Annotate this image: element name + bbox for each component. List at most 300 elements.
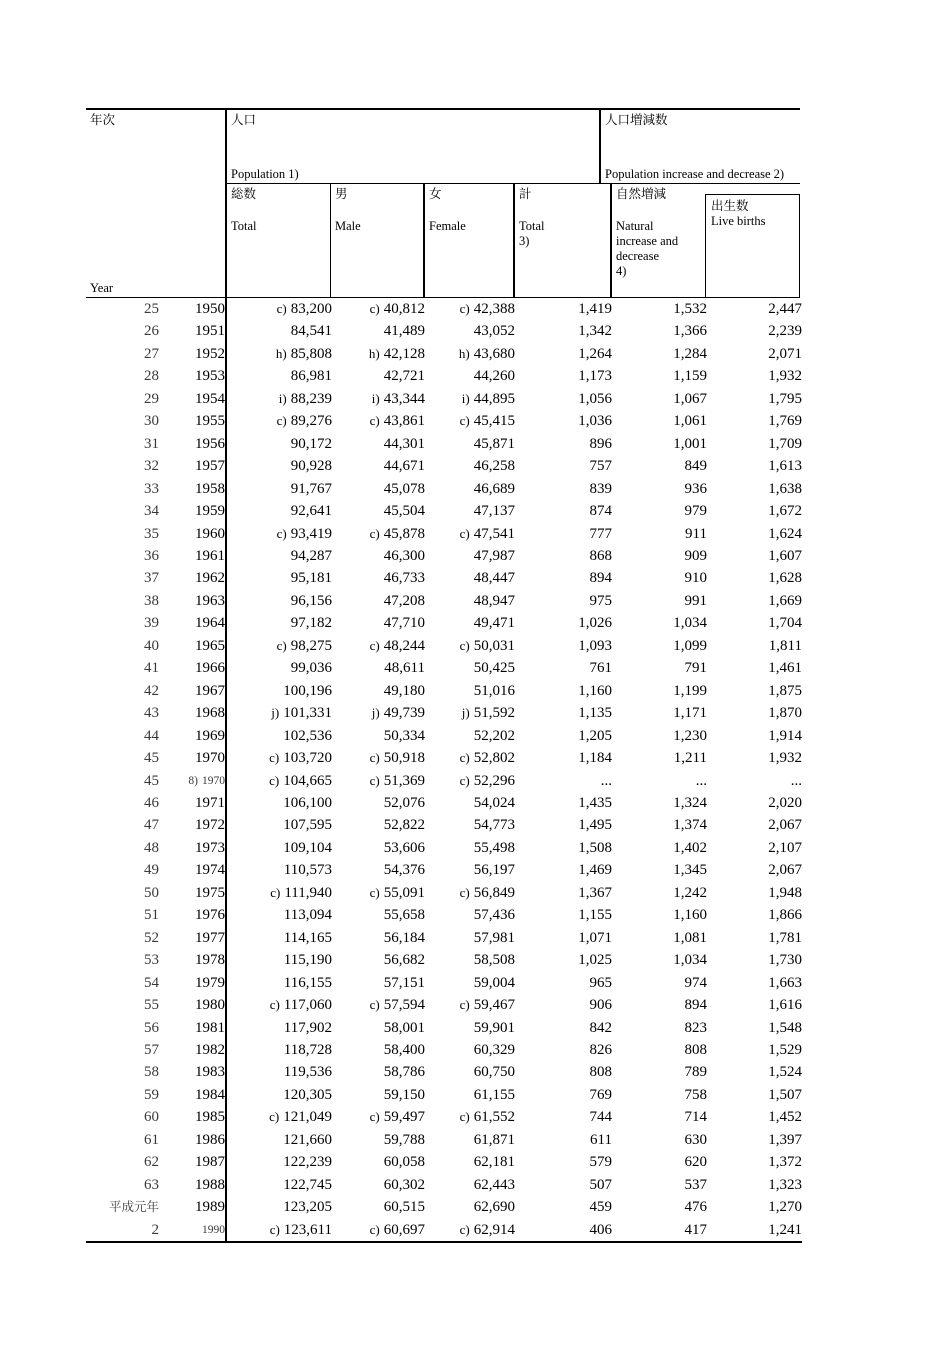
- cell-value: 1,607: [768, 547, 802, 564]
- cell-natural: [612, 433, 707, 455]
- cell-value: 1,173: [578, 368, 612, 385]
- cell-value: 102,536: [283, 727, 332, 744]
- cell-era-year: 46: [144, 794, 159, 811]
- cell-value: 537: [684, 1176, 707, 1193]
- cell-western-year-value: 1962: [195, 570, 225, 587]
- cell-footnote-flag: c): [369, 1109, 380, 1125]
- header-population-en: Population 1): [231, 167, 299, 181]
- table-row: [86, 702, 802, 724]
- cell-total: [226, 747, 332, 769]
- cell-value: 476: [684, 1199, 707, 1216]
- cell-total: [226, 949, 332, 971]
- cell-male: [332, 343, 425, 365]
- cell-value: 93,419: [290, 525, 332, 542]
- cell-female: [425, 365, 515, 387]
- cell-value: 1,205: [578, 727, 612, 744]
- cell-value: 46,300: [383, 547, 425, 564]
- cell-value: 1,264: [578, 345, 612, 362]
- cell-natural: [612, 478, 707, 500]
- cell-natural: [612, 882, 707, 904]
- cell-inc-total: [515, 657, 612, 679]
- cell-western-year: [159, 972, 226, 994]
- cell-male: [332, 1106, 425, 1128]
- cell-footnote-flag: c): [369, 301, 380, 316]
- cell-inc-total: [515, 365, 612, 387]
- cell-female: [425, 859, 515, 881]
- cell-value: 1,461: [768, 660, 802, 677]
- cell-western-year-value: 1972: [195, 817, 225, 834]
- cell-era-year: 31: [144, 435, 159, 452]
- cell-value: 90,928: [290, 458, 332, 475]
- statistics-table-sheet: [86, 108, 800, 1243]
- cell-western-year: [159, 612, 226, 634]
- cell-value: 1,495: [578, 817, 612, 834]
- cell-inc-total: [515, 1039, 612, 1061]
- cell-value: 1,366: [673, 323, 707, 340]
- cell-value: 579: [589, 1154, 612, 1171]
- cell-births: [707, 859, 802, 881]
- cell-value: 51,369: [383, 772, 425, 789]
- table-row: [86, 657, 802, 679]
- cell-male: [332, 882, 425, 904]
- cell-value: 1,071: [578, 929, 612, 946]
- cell-western-year-value: 1979: [195, 974, 225, 991]
- cell-footnote-flag: c): [369, 525, 380, 541]
- cell-value: 84,541: [290, 323, 332, 340]
- cell-value: 57,981: [473, 929, 515, 946]
- cell-male: [332, 792, 425, 814]
- table-row: [86, 1106, 802, 1128]
- cell-inc-total: [515, 1174, 612, 1196]
- cell-value: 53,606: [383, 839, 425, 856]
- table-row: [86, 725, 802, 747]
- cell-western-year-value: 1970: [202, 774, 225, 787]
- cell-western-year: [159, 410, 226, 432]
- cell-male: [332, 523, 425, 545]
- cell-footnote-flag: c): [459, 1221, 470, 1237]
- cell-inc-total: [515, 1151, 612, 1173]
- cell-era-year: 45: [144, 750, 159, 767]
- cell-value: 50,918: [383, 750, 425, 767]
- cell-value: 868: [589, 547, 612, 564]
- cell-value: 48,611: [384, 660, 425, 677]
- cell-value: 59,004: [473, 974, 515, 991]
- cell-value: 1,914: [768, 727, 802, 744]
- cell-male: [332, 455, 425, 477]
- cell-value: 40,812: [383, 301, 425, 317]
- cell-era-year: 55: [144, 997, 159, 1014]
- cell-value: 1,435: [578, 794, 612, 811]
- cell-western-year: [159, 343, 226, 365]
- cell-total: [226, 1017, 332, 1039]
- cell-western-year: [159, 545, 226, 567]
- cell-value: 1,372: [768, 1154, 802, 1171]
- cell-value: 611: [590, 1131, 612, 1148]
- cell-footnote-flag: c): [369, 997, 380, 1013]
- cell-footnote-flag: c): [459, 997, 470, 1013]
- cell-value: 1,932: [768, 368, 802, 385]
- cell-births: [707, 680, 802, 702]
- table-row: [86, 500, 802, 522]
- cell-western-year: [159, 994, 226, 1016]
- cell-inc-total: [515, 904, 612, 926]
- cell-value: 2,071: [768, 345, 802, 362]
- table-body: [86, 298, 802, 1242]
- cell-value: 51,592: [473, 705, 515, 722]
- cell-value: 44,301: [383, 435, 425, 452]
- cell-total: [226, 388, 332, 410]
- cell-footnote-flag: c): [276, 637, 287, 653]
- cell-births: [707, 612, 802, 634]
- cell-female: [425, 770, 515, 792]
- cell-western-year: [159, 320, 226, 342]
- cell-footnote-flag: j): [271, 705, 280, 721]
- cell-footnote-flag: h): [275, 345, 287, 361]
- cell-value: 965: [589, 974, 612, 991]
- cell-value: 42,721: [383, 368, 425, 385]
- cell-value: 48,947: [473, 592, 515, 609]
- cell-value: 58,400: [383, 1041, 425, 1058]
- cell-era-year: 2: [151, 1221, 159, 1238]
- cell-natural: [612, 635, 707, 657]
- cell-births: [707, 388, 802, 410]
- cell-natural: [612, 590, 707, 612]
- cell-era-year: 42: [144, 682, 159, 699]
- cell-value: 56,197: [473, 862, 515, 879]
- table-row: [86, 545, 802, 567]
- cell-value: 86,981: [290, 368, 332, 385]
- cell-value: 45,878: [383, 525, 425, 542]
- cell-male: [332, 657, 425, 679]
- cell-value: 1,704: [768, 615, 802, 632]
- cell-inc-total: [515, 949, 612, 971]
- cell-male: [332, 994, 425, 1016]
- cell-births: [707, 1039, 802, 1061]
- cell-footnote-flag: c): [369, 413, 380, 429]
- cell-value: 114,165: [283, 929, 332, 946]
- cell-value: 52,802: [473, 750, 515, 767]
- cell-value: 99,036: [290, 660, 332, 677]
- cell-value: 1,067: [673, 390, 707, 407]
- cell-female: [425, 882, 515, 904]
- cell-value: 44,260: [473, 368, 515, 385]
- cell-female: [425, 567, 515, 589]
- cell-footnote-flag: c): [270, 884, 281, 900]
- cell-value: 54,773: [473, 817, 515, 834]
- cell-value: 60,515: [383, 1199, 425, 1216]
- cell-total: [226, 1219, 332, 1242]
- table-row: [86, 1174, 802, 1196]
- header-total-population-en: Total: [231, 219, 257, 233]
- cell-male: [332, 814, 425, 836]
- cell-inc-total: [515, 612, 612, 634]
- cell-western-year-value: 1970: [195, 750, 225, 767]
- cell-natural: [612, 680, 707, 702]
- cell-inc-total: [515, 590, 612, 612]
- cell-value: 1,709: [768, 435, 802, 452]
- cell-value: 1,284: [673, 345, 707, 362]
- cell-value: 60,302: [383, 1176, 425, 1193]
- cell-value: 104,665: [283, 772, 332, 789]
- cell-footnote-flag: c): [276, 525, 287, 541]
- table-row: [86, 1219, 802, 1242]
- cell-female: [425, 545, 515, 567]
- cell-male: [332, 320, 425, 342]
- cell-male: [332, 1017, 425, 1039]
- table-row: [86, 837, 802, 859]
- cell-era-year: 47: [144, 817, 159, 834]
- cell-total: [226, 523, 332, 545]
- cell-value: 777: [589, 525, 612, 542]
- cell-value: 111,940: [284, 884, 332, 901]
- cell-male: [332, 410, 425, 432]
- cell-value: 115,190: [283, 952, 332, 969]
- cell-total: [226, 410, 332, 432]
- cell-value: 110,573: [283, 862, 332, 879]
- cell-value: 1,345: [673, 862, 707, 879]
- cell-value: 59,497: [383, 1109, 425, 1126]
- cell-western-year: [159, 1106, 226, 1128]
- cell-value: 1,669: [768, 592, 802, 609]
- cell-natural: [612, 1174, 707, 1196]
- cell-footnote-flag: c): [276, 301, 287, 316]
- cell-births: [707, 702, 802, 724]
- cell-footnote-flag: c): [269, 997, 280, 1013]
- table-header: [86, 108, 800, 298]
- cell-value: 1,242: [673, 884, 707, 901]
- table-row: [86, 792, 802, 814]
- cell-western-year-value: 1956: [195, 435, 225, 452]
- cell-western-year: [159, 1151, 226, 1173]
- header-natural-increase-en-1: Natural: [616, 219, 654, 233]
- cell-inc-total: [515, 702, 612, 724]
- cell-western-year: [159, 635, 226, 657]
- cell-value: 55,498: [473, 839, 515, 856]
- cell-natural: [612, 1106, 707, 1128]
- cell-inc-total: [515, 545, 612, 567]
- header-male: [330, 184, 423, 298]
- cell-footnote-flag: c): [369, 884, 380, 900]
- cell-births: [707, 433, 802, 455]
- cell-female: [425, 1196, 515, 1218]
- cell-births: [707, 747, 802, 769]
- cell-female: [425, 680, 515, 702]
- cell-value: 1,270: [768, 1199, 802, 1216]
- cell-male: [332, 904, 425, 926]
- cell-value: 1,624: [768, 525, 802, 542]
- cell-western-year-value: 1987: [195, 1154, 225, 1171]
- table-row: [86, 949, 802, 971]
- cell-footnote-flag: c): [459, 1109, 470, 1125]
- cell-value: 92,641: [290, 503, 332, 520]
- cell-value: 936: [684, 480, 707, 497]
- cell-value: 46,258: [473, 458, 515, 475]
- cell-value: 894: [589, 570, 612, 587]
- cell-western-year-value: 1950: [195, 301, 225, 317]
- cell-value: 50,334: [383, 727, 425, 744]
- cell-era-year: 27: [144, 345, 159, 362]
- cell-natural: [612, 320, 707, 342]
- cell-western-year-value: 1967: [195, 682, 225, 699]
- cell-female: [425, 410, 515, 432]
- cell-footnote-flag: c): [269, 1221, 280, 1237]
- cell-total: [226, 298, 332, 320]
- cell-value: 823: [684, 1019, 707, 1036]
- cell-value: 46,689: [473, 480, 515, 497]
- cell-era-year: 36: [144, 547, 159, 564]
- cell-male: [332, 365, 425, 387]
- cell-value: 2,020: [768, 794, 802, 811]
- cell-value: 45,078: [383, 480, 425, 497]
- cell-male: [332, 1174, 425, 1196]
- cell-value: 57,151: [383, 974, 425, 991]
- cell-value: 1,529: [768, 1041, 802, 1058]
- cell-footnote-flag: i): [371, 390, 380, 406]
- cell-inc-total: [515, 1106, 612, 1128]
- cell-value: 60,697: [383, 1221, 425, 1238]
- cell-total: [226, 590, 332, 612]
- cell-value: 90,172: [290, 435, 332, 452]
- cell-value: 43,680: [473, 345, 515, 362]
- cell-value: 44,895: [473, 390, 515, 407]
- cell-value: 46,733: [383, 570, 425, 587]
- cell-value: 47,710: [383, 615, 425, 632]
- cell-births: [707, 455, 802, 477]
- cell-natural: [612, 1219, 707, 1242]
- cell-era-year: 28: [144, 368, 159, 385]
- cell-inc-total: [515, 567, 612, 589]
- cell-value: 808: [589, 1064, 612, 1081]
- cell-footnote-flag: c): [276, 413, 287, 429]
- table-row: [86, 814, 802, 836]
- cell-value: 744: [589, 1109, 612, 1126]
- header-increase-group: [599, 110, 800, 184]
- cell-value: 974: [684, 974, 707, 991]
- header-increase-total-jp: 計: [519, 187, 532, 201]
- cell-footnote-flag: c): [369, 1221, 380, 1237]
- cell-value: 1,402: [673, 839, 707, 856]
- cell-value: 1,781: [768, 929, 802, 946]
- cell-natural: [612, 770, 707, 792]
- cell-western-year: [159, 455, 226, 477]
- header-natural-increase-note: 4): [616, 264, 627, 278]
- header-male-jp: 男: [335, 187, 348, 201]
- cell-inc-total: [515, 523, 612, 545]
- cell-western-year: [159, 1084, 226, 1106]
- cell-western-year-value: 1953: [195, 368, 225, 385]
- cell-value: 1,061: [673, 413, 707, 430]
- cell-western-year: [159, 500, 226, 522]
- cell-male: [332, 590, 425, 612]
- cell-value: 1,135: [578, 705, 612, 722]
- cell-era-year: 33: [144, 480, 159, 497]
- cell-value: 59,901: [473, 1019, 515, 1036]
- cell-value: 43,344: [383, 390, 425, 407]
- cell-western-year-value: 1957: [195, 458, 225, 475]
- cell-total: [226, 1084, 332, 1106]
- cell-value: 826: [589, 1041, 612, 1058]
- cell-total: [226, 567, 332, 589]
- cell-value: 117,902: [283, 1019, 332, 1036]
- cell-value: 1,469: [578, 862, 612, 879]
- cell-era-year: 41: [144, 660, 159, 677]
- cell-value: 896: [589, 435, 612, 452]
- cell-inc-total: [515, 747, 612, 769]
- cell-western-year-value: 1986: [195, 1131, 225, 1148]
- cell-value: 1,875: [768, 682, 802, 699]
- cell-western-year: [159, 1061, 226, 1083]
- cell-western-year-value: 1968: [195, 705, 225, 722]
- table-row: [86, 770, 802, 792]
- cell-births: [707, 994, 802, 1016]
- cell-value: 1,932: [768, 750, 802, 767]
- table-row: [86, 567, 802, 589]
- cell-births: [707, 1129, 802, 1151]
- cell-female: [425, 1017, 515, 1039]
- cell-value: 1,230: [673, 727, 707, 744]
- cell-male: [332, 972, 425, 994]
- header-natural-increase-en-3: decrease: [616, 249, 660, 263]
- cell-value: 122,745: [283, 1176, 332, 1193]
- cell-value: 1,081: [673, 929, 707, 946]
- table-row: [86, 1084, 802, 1106]
- cell-value: 874: [589, 503, 612, 520]
- cell-natural: [612, 994, 707, 1016]
- cell-western-year: [159, 702, 226, 724]
- cell-era-year: 37: [144, 570, 159, 587]
- cell-value: 41,489: [383, 323, 425, 340]
- cell-value: 62,690: [473, 1199, 515, 1216]
- cell-western-year-value: 1978: [195, 952, 225, 969]
- cell-births: [707, 410, 802, 432]
- cell-value: 2,067: [768, 817, 802, 834]
- cell-western-year: [159, 949, 226, 971]
- cell-value: 123,611: [283, 1221, 332, 1238]
- cell-footnote-flag: h): [458, 345, 470, 361]
- cell-western-year-value: 1988: [195, 1176, 225, 1193]
- cell-value: 106,100: [283, 794, 332, 811]
- cell-value: 1,672: [768, 503, 802, 520]
- cell-inc-total: [515, 433, 612, 455]
- cell-value: 791: [684, 660, 707, 677]
- cell-value: 62,181: [473, 1154, 515, 1171]
- cell-value: 1,507: [768, 1086, 802, 1103]
- cell-male: [332, 1084, 425, 1106]
- cell-natural: [612, 837, 707, 859]
- cell-value: 45,871: [473, 435, 515, 452]
- cell-births: [707, 814, 802, 836]
- cell-value: 630: [684, 1131, 707, 1148]
- cell-inc-total: [515, 882, 612, 904]
- cell-footnote-flag: i): [278, 390, 287, 406]
- cell-male: [332, 298, 425, 320]
- cell-female: [425, 455, 515, 477]
- cell-footnote-flag: c): [459, 884, 470, 900]
- cell-era-year: 44: [144, 727, 159, 744]
- cell-era-year: 43: [144, 705, 159, 722]
- cell-western-year-value: 1958: [195, 480, 225, 497]
- table-row: [86, 612, 802, 634]
- cell-value: 47,208: [383, 592, 425, 609]
- cell-value: 417: [684, 1221, 707, 1238]
- cell-value: 52,202: [473, 727, 515, 744]
- cell-total: [226, 1039, 332, 1061]
- cell-inc-total: [515, 770, 612, 792]
- cell-western-year: [159, 523, 226, 545]
- cell-inc-total: [515, 680, 612, 702]
- cell-value: 45,415: [473, 413, 515, 430]
- cell-value: 60,329: [473, 1041, 515, 1058]
